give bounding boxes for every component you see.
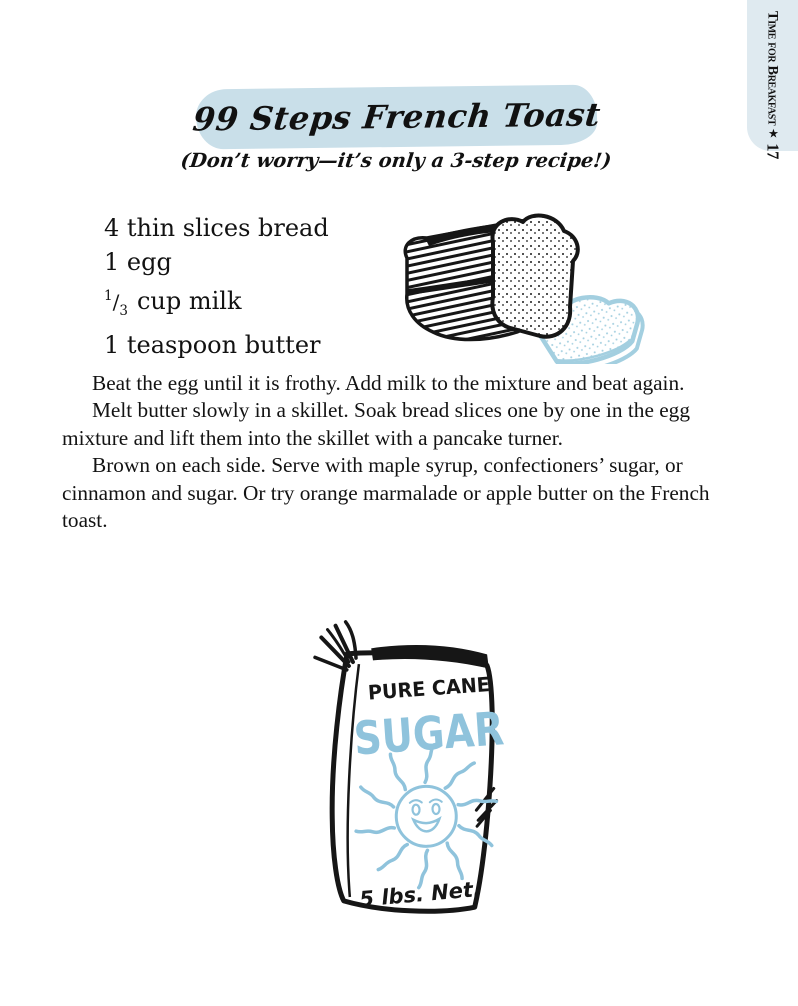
ingredient-milk: $^1/_3$ cup milk [104,287,242,319]
chapter-tab-text [763,0,783,159]
instruction-step-3: Brown on each side. Serve with maple syrup, confectioners’ sugar, or cinnamon and sugar. Or try orange marmalade or apple butter on the French toast. [62,453,710,533]
ingredient-list [104,211,329,362]
chapter-tab-label: Time for Breakfast [764,11,781,126]
page-number: 17 [763,143,783,159]
title-banner [190,85,603,150]
sugar-bag-illustration [281,609,535,939]
fraction: $^1/_3$ [104,288,128,319]
sugar-bag-name: SUGAR [352,699,535,766]
loaf-end-face [492,216,577,337]
star-icon: ★ [767,128,779,141]
bread-loaf-illustration [393,196,665,364]
recipe-title: 99 Steps French Toast [190,95,603,139]
instruction-step-2: Melt butter slowly in a skillet. Soak bread slices one by one in the egg mixture and lift them into the skillet with a pancake turner. [62,398,690,450]
ingredient-egg: 1 egg [104,248,172,276]
ingredient-bread: 4 thin slices bread [104,214,329,242]
sugar-bag-weight: 5 lbs. Net. [358,877,482,912]
instructions [62,370,722,534]
chapter-tab [747,0,798,159]
instruction-step-1: Beat the egg until it is frothy. Add milk to the mixture and beat again. [92,371,685,395]
sugar-bag-type-label: PURE CANE [367,671,497,705]
ingredient-butter: 1 teaspoon butter [104,331,321,359]
recipe-subtitle: (Don’t worry—it’s only a 3-step recipe!) [179,149,613,172]
